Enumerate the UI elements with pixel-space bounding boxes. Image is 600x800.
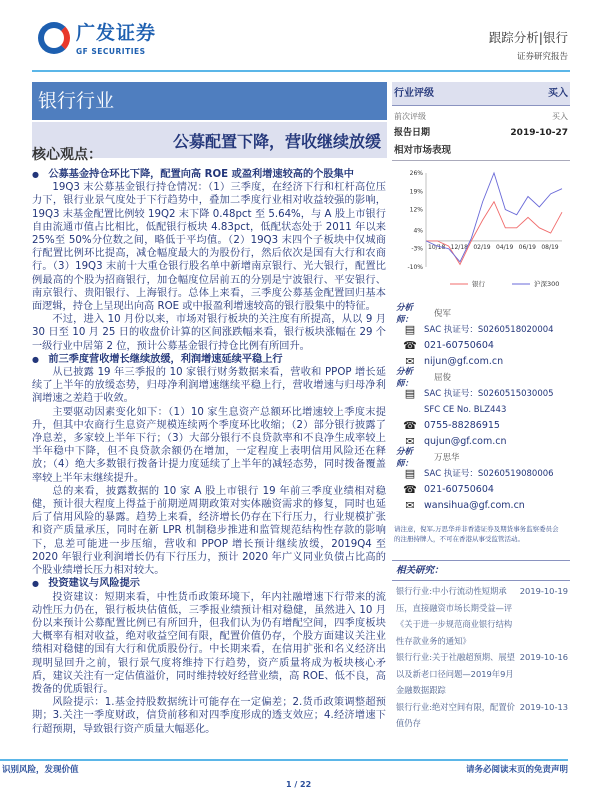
phone-icon: ☎: [403, 339, 417, 352]
key-point-heading: ● 投资建议与风险提示: [32, 577, 386, 590]
prev-rating-label: 前次评级: [394, 112, 426, 121]
key-point-heading: ● 前三季度营收增长继续放缓，利润增速延续平稳上行: [32, 353, 386, 366]
email-icon: ✉: [405, 499, 415, 512]
report-title: 公募配置下降，营收继续放缓: [32, 120, 387, 158]
phone-text: 021-60750604: [424, 484, 494, 495]
related-report-title[interactable]: 银行行业:关于社融超预期、展望以及新老口径问题—2019年9月金融数据跟踪: [396, 652, 515, 695]
x-tick-label: 04/19: [496, 243, 514, 251]
logo-cn: 广发证券: [76, 22, 157, 44]
header-divider: [32, 70, 570, 72]
body-paragraph: 不过，进入 10 月份以来，市场对银行板块的关注度有所提高，从以 9 月 30 日至 10 月 25 日的收盘价计算的区间涨跌幅来看，银行板块涨幅在 29 个一级行业中居第 2 位，预计公募基金银行持仓比例有所回升。: [32, 314, 386, 352]
report-date-label: 报告日期: [394, 128, 431, 138]
related-report[interactable]: [396, 699, 568, 732]
y-tick-label: -3%: [411, 245, 423, 253]
footer-divider: [0, 759, 568, 761]
related-report-title[interactable]: 银行行业:中小行流动性短期承压，直接融资市场长期受益—评《关于进一步规范商业银行结构性存款业务的通知》: [396, 586, 513, 646]
certificate-text: SAC 执证号：S0260518020004: [424, 325, 554, 335]
email-icon: ✉: [405, 355, 415, 368]
doc-type: 证券研究报告: [516, 52, 568, 62]
rating-box: [392, 82, 570, 139]
analyst-name: 倪军: [434, 309, 452, 319]
phone-icon: ☎: [403, 483, 417, 496]
x-tick-label: 08/19: [541, 243, 559, 251]
analyst-name: 屈俊: [434, 373, 452, 383]
email-text[interactable]: wansihua@gf.com.cn: [424, 500, 525, 511]
email-text[interactable]: nijun@gf.com.cn: [424, 356, 504, 367]
y-tick-label: 4%: [413, 227, 423, 235]
key-point-heading: ● 公募基金持仓环比下降，配置向高 ROE 或盈利增速较高的个股集中: [32, 168, 386, 181]
disclaimer-note: 请注意，倪军,万思华并非香港证券及期货事务监察委员会的注册持牌人，不可在香港从事受监管活动。: [394, 525, 559, 543]
analyst-list: [396, 303, 568, 514]
related-report-date: 2019-10-19: [519, 586, 568, 596]
x-tick-label: 06/19: [518, 243, 536, 251]
related-report-date: 2019-10-16: [519, 652, 568, 662]
core-body: [32, 168, 386, 736]
x-tick-label: 02/19: [473, 243, 491, 251]
rating-value: 买入: [548, 88, 568, 99]
y-tick-label: 19%: [409, 188, 423, 196]
footer-slogan: 识别风险，发现价值: [2, 765, 79, 775]
body-paragraph: 风险提示：1.基金持股数据统计可能存在一定偏差；2.货币政策调整超预期；3.关注一季度财政，信贷前移和对四季度形成的透支效应；4.经济增速下行超预期，导致银行资产质量大幅恶化。: [32, 697, 386, 735]
logo-en: GF SECURITIES: [76, 47, 146, 56]
related-list: [396, 583, 568, 732]
report-date: 2019-10-27: [510, 128, 568, 138]
related-report[interactable]: [396, 583, 568, 649]
related-report-date: 2019-10-13: [519, 701, 568, 712]
body-paragraph: 主要驱动因素变化如下：（1）10 家生息资产总额环比增速较上季度末提升，但其中农商行生息资产规模连续两个季度环比收缩；（2）部分银行披露了净息差，多家较上半年下行；（3）大部分银行不良贷款率和不良净生成率较上半年稳中下降，但不良贷款余额仍在增加，一定程度上表明信用风险还在释放；（4）绝大多数银行拨备计提力度延续了上半年的减轻态势，同时拨备覆盖率较上半年末继续提升。: [32, 406, 386, 484]
prev-rating-value: 买入: [552, 112, 568, 121]
legend-label: 银行: [472, 280, 485, 288]
footer-notice: 请务必阅读末页的免责声明: [465, 765, 568, 775]
page-number: 1 / 22: [286, 780, 312, 789]
phone-text: 0755-88286915: [424, 420, 500, 431]
related-divider-2: [392, 580, 570, 581]
analyst-name: 万思华: [434, 453, 460, 463]
blank-text: SFC CE No. BLZ443: [424, 405, 507, 415]
related-report[interactable]: [396, 649, 568, 699]
analyst-label: 分析师：: [396, 447, 414, 469]
related-title: 相关研究：: [396, 565, 444, 576]
x-tick-label: 12/18: [450, 243, 468, 251]
phone-text: 021-60750604: [424, 340, 494, 351]
analyst-label: 分析师：: [396, 303, 414, 325]
industry-title: 银行行业: [32, 82, 387, 120]
gf-logo: [38, 22, 168, 60]
body-paragraph: 总的来看，披露数据的 10 家 A 股上市银行 19 年前三季度业绩相对稳健，预计很大程度上得益于前期逆周期政策对实体融资需求的修复，同时也延后了信用风险的暴露。趋势上来看，经济增长仍存在下行压力，行业规模扩张和资产质量承压，同时在新 LPR 机制稳步推进和监管规范结构性存款的影响下，息差可能进一步压缩，营收和 PPOP 增长预计继续放缓，2019Q4 至 2020 年银行业利润增长仍有下行压力，预计 2020 年广义同业负债占比高的个股业绩增长压力相对较大。: [32, 485, 386, 577]
chart-divider: [392, 160, 570, 161]
y-tick-label: 26%: [409, 170, 423, 177]
related-report-title[interactable]: 银行行业:绝对空间有限，配置价值仍存: [396, 701, 515, 728]
analyst-label: 分析师：: [396, 367, 414, 389]
email-icon: ✉: [405, 435, 415, 448]
rating-label: 行业评级: [394, 88, 434, 99]
body-paragraph: 从已披露 19 年三季报的 10 家银行财务数据来看，营收和 PPOP 增长延续了上半年的放缓态势，归母净利润增速继续平稳上行，营收增速与归母净利润增速之差趋于收敛。: [32, 367, 386, 405]
relative-performance-chart: [392, 165, 570, 295]
body-paragraph: 19Q3 末公募基金银行持仓情况：（1）三季度，在经济下行和杠杆高位压力下，银行业景气度处于下行趋势中，叠加二季度行业相对收益较强的影响，19Q3 末基金配置比例较 19Q2 末下降 0.48pct 至 5.64%，与 A 股上市银行自由流通市值占比相比，低配银行板块 4.83pct，低配状态处于 2011 年以来 25%至 50%分位数之间，略低于平均值。（2）19Q3 末四个子板块中仅城商行配置比例环比提高，减仓幅度最大的为股份行，然后依次是国有大行和农商行。（3）19Q3 末前十大重仓银行股名单中新增南京银行、光大银行，配置比例最高的个股为招商银行，加仓幅度位居前五的分别是宁波银行、平安银行、南京银行、贵阳银行、上海银行。总体上来看，三季度公募基金配置回归基本面逻辑，持仓上呈现出向高 ROE 或中报盈利增速较高的银行股集中的特征。: [32, 182, 386, 313]
y-tick-label: -10%: [407, 264, 423, 271]
certificate-icon: ▤: [404, 323, 416, 336]
series-line-bank: [426, 202, 562, 265]
logo-mark-icon: [38, 22, 70, 54]
certificate-icon: ▤: [404, 467, 416, 480]
legend-label: 沪深300: [534, 280, 560, 288]
certificate-icon: ▤: [404, 387, 416, 400]
report-category: 跟踪分析|银行: [488, 30, 568, 45]
core-heading: 核心观点：: [32, 147, 102, 163]
related-divider: [392, 560, 570, 561]
certificate-text: SAC 执证号：S0260519080006: [424, 469, 554, 479]
certificate-text: SAC 执证号：S0260515030005: [424, 389, 554, 399]
email-text[interactable]: qujun@gf.com.cn: [424, 436, 507, 447]
phone-icon: ☎: [403, 419, 417, 432]
y-tick-label: 12%: [409, 206, 423, 214]
chart-title: 相对市场表现: [394, 145, 452, 156]
body-paragraph: 投资建议：短期来看，中性货币政策环境下，年内社融增速下行带来的流动性压力仍在，银行板块估值低，三季报业绩预计相对稳健，虽然进入 10 月份以来预计公募配置比例已有所回升，但我们认为仍有增配空间，四季度板块大概率有相对收益，绝对收益空间有限，配置价值仍存，个股方面建议关注业绩相对稳健的国有大行和优质股份行。中长期来看，在信用扩张和名义经济出现明显回升之前，银行景气度将维持下行趋势，资产质量将成为板块核心矛盾，建议关注有一定估值溢价，同时维持较好经营业绩，高 ROE、低不良，高拨备的优质银行。: [32, 591, 386, 695]
x-tick-label: 10/18: [428, 243, 446, 251]
